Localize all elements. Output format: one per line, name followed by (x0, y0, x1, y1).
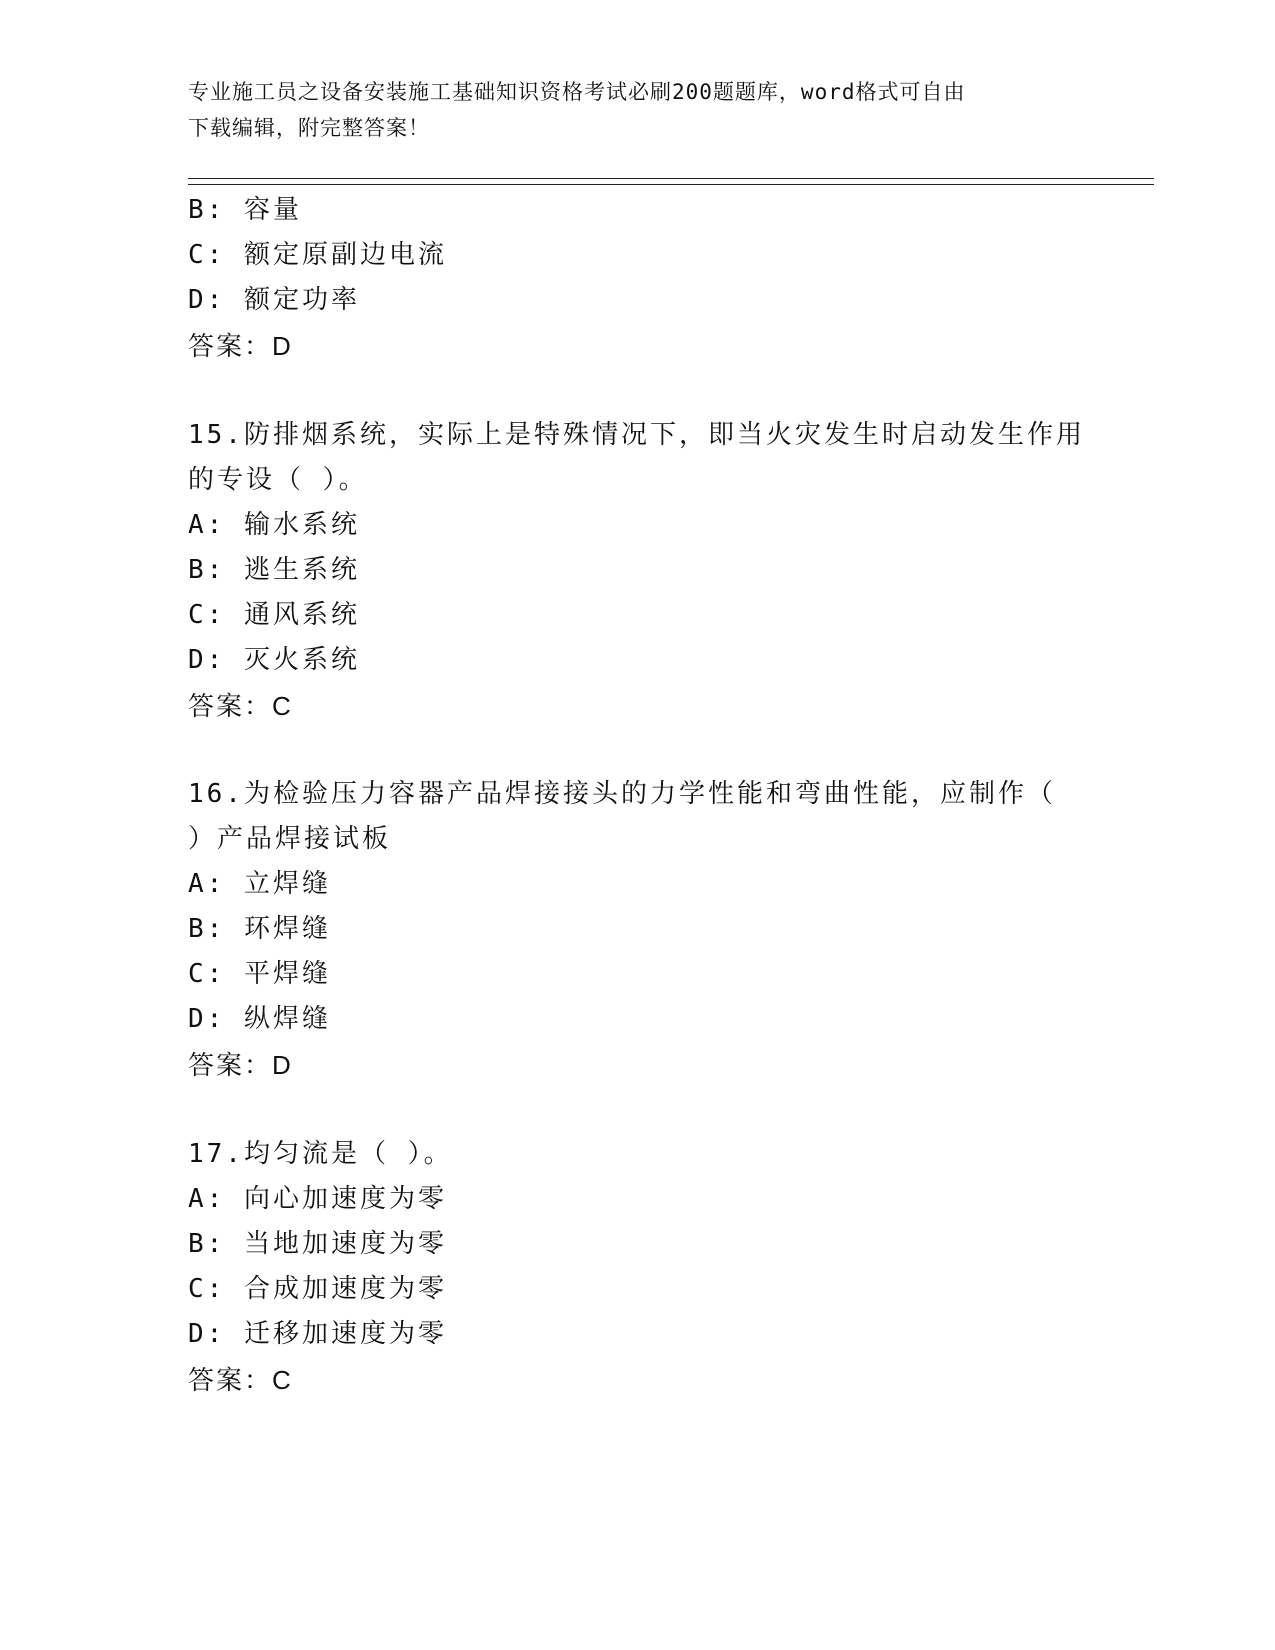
question-stem-continued: 的专设（ ）。 (188, 465, 368, 495)
option-d: D: 灭火系统 (188, 645, 360, 675)
question-stem: 16.为检验压力容器产品焊接接头的力学性能和弯曲性能，应制作（ (188, 779, 1056, 809)
option-b: B: 容量 (188, 195, 302, 225)
option-c: C: 额定原副边电流 (188, 240, 447, 270)
answer: 答案：D (188, 1050, 293, 1080)
option-b: B: 当地加速度为零 (188, 1229, 447, 1259)
option-b: B: 逃生系统 (188, 555, 360, 585)
option-b: B: 环焊缝 (188, 914, 331, 944)
answer: 答案：C (188, 1365, 293, 1395)
question-stem: 17.均匀流是（ ）。 (188, 1139, 453, 1169)
header-divider (188, 178, 1154, 185)
header-line-2: 下载编辑，附完整答案！ (188, 116, 430, 140)
option-c: C: 通风系统 (188, 600, 360, 630)
option-a: A: 输水系统 (188, 510, 360, 540)
answer: 答案：D (188, 331, 293, 361)
question-stem-continued: ）产品焊接试板 (188, 824, 392, 854)
option-d: D: 纵焊缝 (188, 1004, 331, 1034)
option-a: A: 立焊缝 (188, 869, 331, 899)
option-c: C: 合成加速度为零 (188, 1274, 447, 1304)
header-line-1: 专业施工员之设备安装施工基础知识资格考试必刷200题题库，word格式可自由 (188, 80, 966, 104)
option-d: D: 迁移加速度为零 (188, 1319, 447, 1349)
answer: 答案：C (188, 691, 293, 721)
option-a: A: 向心加速度为零 (188, 1184, 447, 1214)
option-c: C: 平焊缝 (188, 959, 331, 989)
document-header (188, 74, 1068, 146)
question-stem: 15.防排烟系统，实际上是特殊情况下，即当火灾发生时启动发生作用 (188, 420, 1085, 450)
option-d: D: 额定功率 (188, 285, 360, 315)
